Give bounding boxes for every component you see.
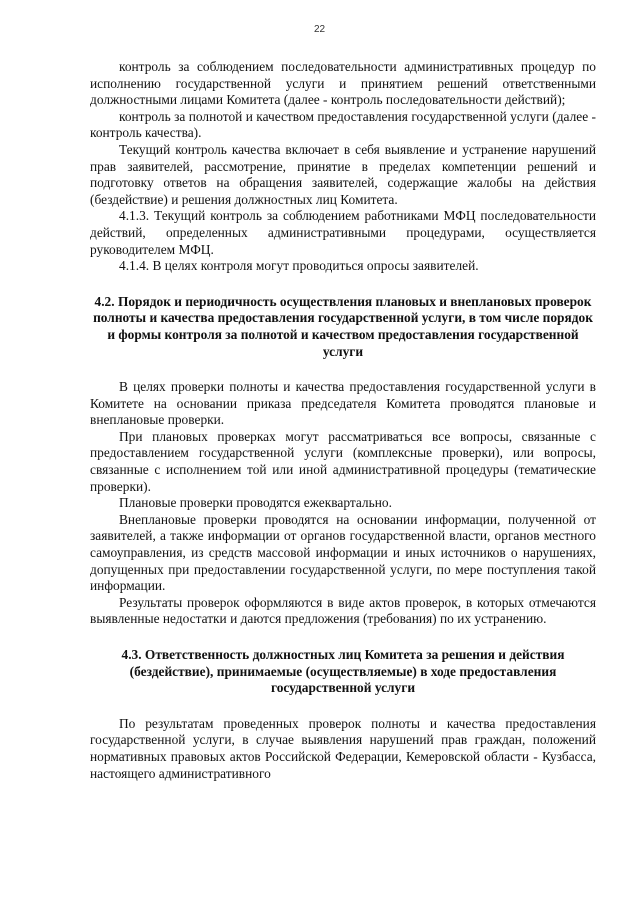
paragraph-inspections-intro: В целях проверки полноты и качества предоставления государственной услуги в Комитете на основании приказа председателя Комитета проводятся плановые и внеплановые проверки. bbox=[90, 379, 596, 428]
page-content bbox=[90, 59, 596, 782]
page-number: 22 bbox=[313, 24, 326, 35]
paragraph-current-control: Текущий контроль качества включает в себя выявление и устранение нарушений прав заявителей, рассмотрение, принятие в пределах компетенции решений и подготовку ответов на обращения заявителей, содержащие жалобы на действия (бездействие) и решения должностных лиц Комитета. bbox=[90, 141, 596, 207]
paragraph-4-1-3: 4.1.3. Текущий контроль за соблюдением работниками МФЦ последовательности действий, определенных административными процедурами, осуществляется руководителем МФЦ. bbox=[90, 208, 596, 257]
paragraph-inspection-results: Результаты проверок оформляются в виде актов проверок, в которых отмечаются выявленные недостатки и даются предложения (требования) по их устранению. bbox=[90, 594, 596, 627]
paragraph-control-quality: контроль за полнотой и качеством предоставления государственной услуги (далее - контроль качества). bbox=[90, 108, 596, 141]
section-heading-4-3: 4.3. Ответственность должностных лиц Комитета за решения и действия (бездействие), принимаемые (осуществляемые) в ходе предоставления государственной услуги bbox=[121, 647, 565, 696]
paragraph-4-1-4: 4.1.4. В целях контроля могут проводиться опросы заявителей. bbox=[119, 258, 479, 274]
paragraph-control-sequence: контроль за соблюдением последовательности административных процедур по исполнению государственной услуги и принятием решений ответственными должностными лицами Комитета (далее - контроль последовательности действий); bbox=[90, 59, 596, 108]
paragraph-quarterly: Плановые проверки проводятся ежеквартально. bbox=[119, 495, 392, 511]
section-heading-4-2: 4.2. Порядок и периодичность осуществления плановых и внеплановых проверок полноты и качества предоставления государственной услуги, в том числе порядок и формы контроля за полнотой и качеством предоставления государственной услуги bbox=[93, 293, 593, 359]
paragraph-responsibility: По результатам проведенных проверок полноты и качества предоставления государственной услуги, в случае выявления нарушений прав граждан, положений нормативных правовых актов Российской Федерации, Кемеровской области - Кузбасса, настоящего административного bbox=[90, 715, 596, 781]
paragraph-unplanned-inspections: Внеплановые проверки проводятся на основании информации, полученной от заявителей, а также информации от органов государственной власти, органов местного самоуправления, из средств массовой информации и иных источников о нарушениях, допущенных при предоставлении государственной услуги, по мере поступления такой информации. bbox=[90, 511, 596, 594]
paragraph-planned-inspections: При плановых проверках могут рассматриваться все вопросы, связанные с предоставлением государственной услуги (комплексные проверки), или вопросы, связанные с исполнением той или иной административной процедуры (тематические проверки). bbox=[90, 428, 596, 494]
